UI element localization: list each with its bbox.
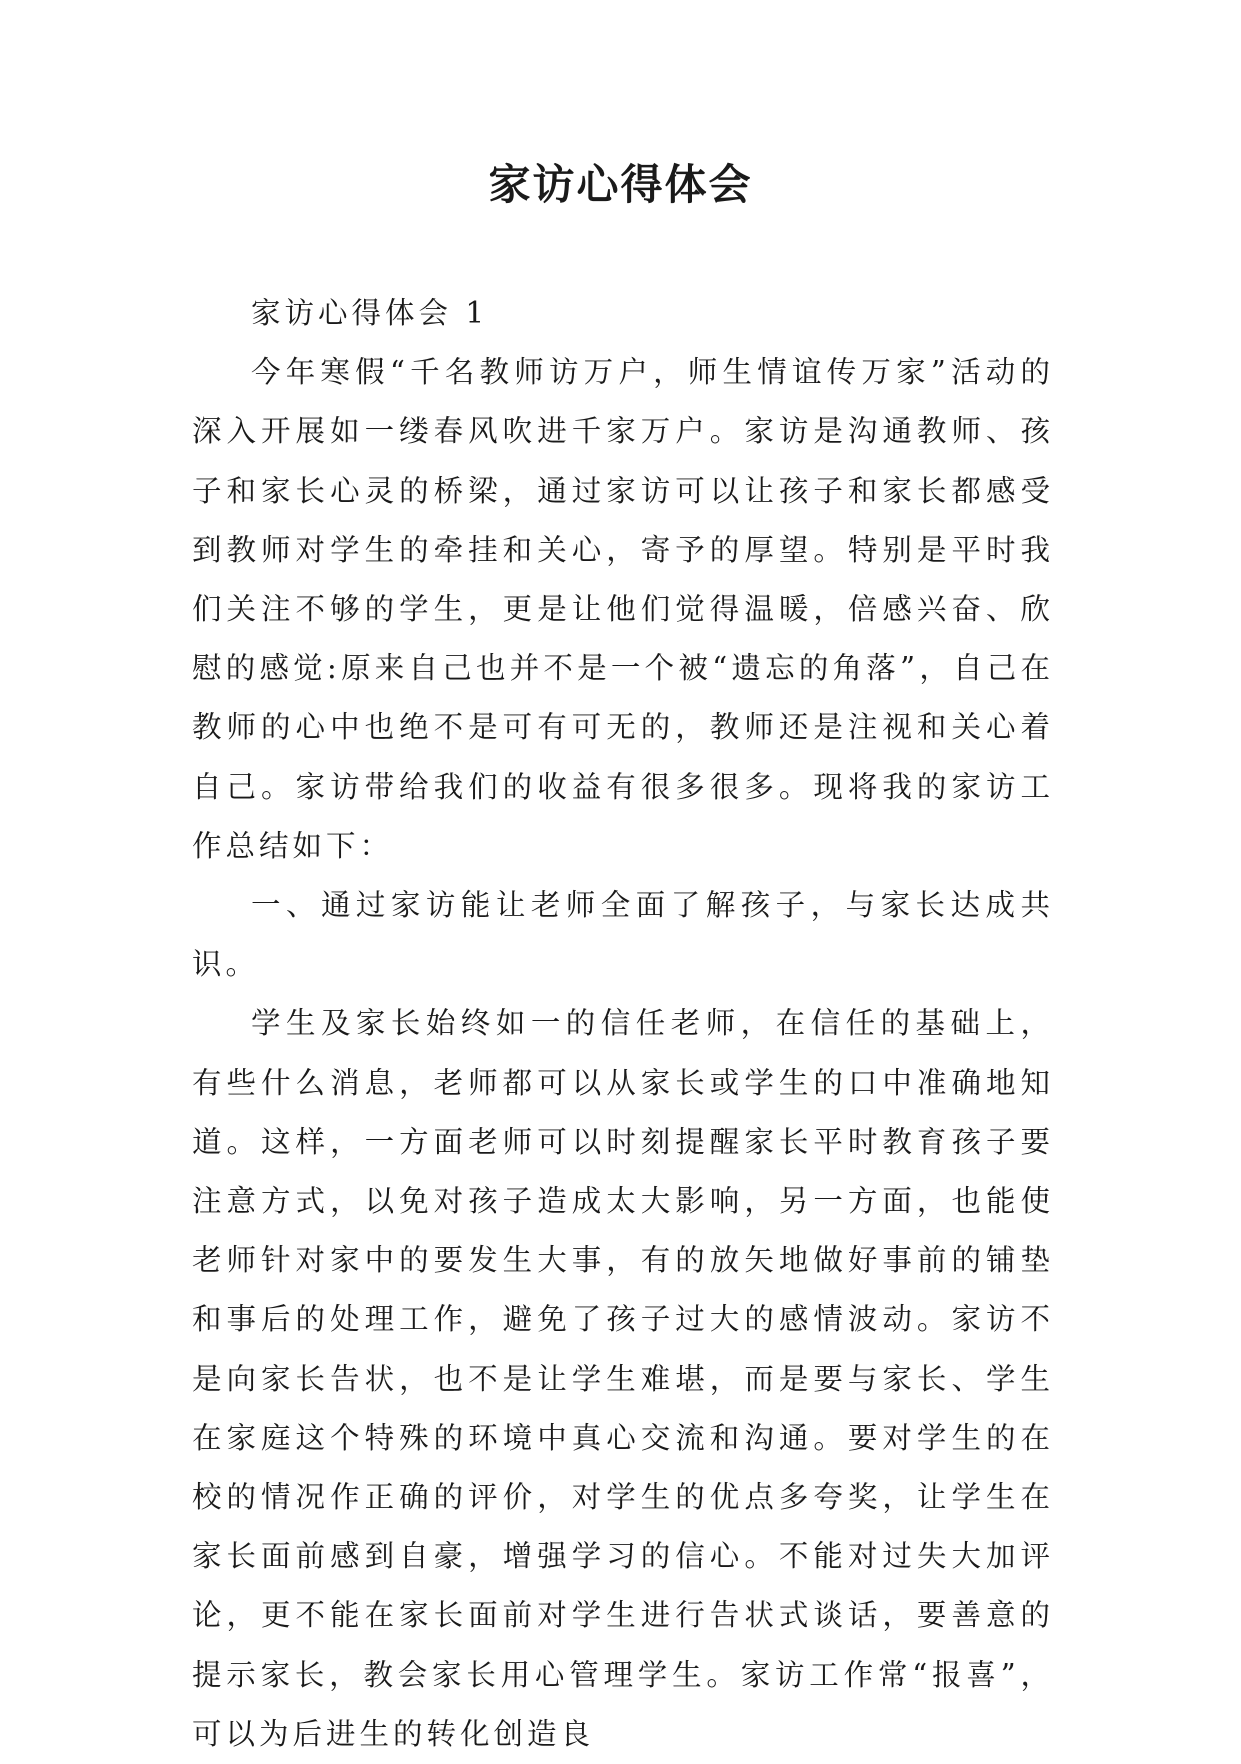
paragraph-section-1: 学生及家长始终如一的信任老师，在信任的基础上，有些什么消息，老师都可以从家长或学生的口中准确地知道。这样，一方面老师可以时刻提醒家长平时教育孩子要注意方式，以免对孩子造成太大影响，另一方面，也能使老师针对家中的要发生大事，有的放矢地做好事前的铺垫和事后的处理工作，避免了孩子过大的感情波动。家访不是向家长告状，也不是让学生难堪，而是要与家长、学生在家庭这个特殊的环境中真心交流和沟通。要对学生的在校的情况作正确的评价，对学生的优点多夸奖，让学生在家长面前感到自豪，增强学习的信心。不能对过失大加评论，更不能在家长面前对学生进行告状式谈话，要善意的提示家长，教会家长用心管理学生。家访工作常“报喜”，可以为后进生的转化创造良 (192, 1006, 1054, 1751)
section-subtitle: 家访心得体会 1 (251, 296, 489, 330)
paragraph-intro: 今年寒假“千名教师访万户，师生情谊传万家”活动的深入开展如一缕春风吹进千家万户。家访是沟通教师、孩子和家长心灵的桥梁，通过家访可以让孩子和家长都感受到教师对学生的牵挂和关心，寄予的厚望。特别是平时我们关注不够的学生，更是让他们觉得温暖，倍感兴奋、欣慰的感觉:原来自己也并不是一个被“遗忘的角落”，自己在教师的心中也绝不是可有可无的，教师还是注视和关心着自己。家访带给我们的收益有很多很多。现将我的家访工作总结如下： (192, 355, 1054, 863)
section-heading-1: 一、通过家访能让老师全面了解孩子，与家长达成共识。 (192, 888, 1054, 982)
document-body (192, 284, 1054, 1764)
document-title: 家访心得体会 (488, 160, 753, 209)
